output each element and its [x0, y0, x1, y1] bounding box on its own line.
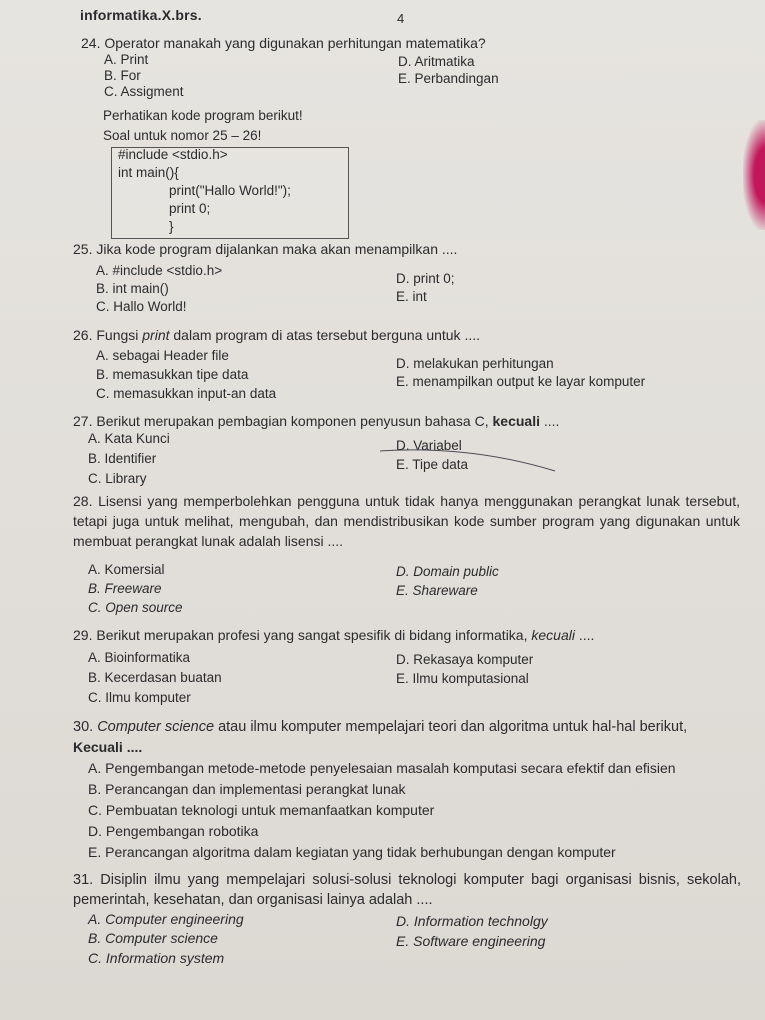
q26-lead: 26. Fungsi — [73, 327, 143, 343]
q29-option-e: E. Ilmu komputasional — [396, 671, 529, 686]
q26-option-d: D. melakukan perhitungan — [396, 356, 554, 371]
q29-keyword: kecuali — [531, 627, 575, 643]
q30-lead: 30. — [73, 719, 98, 735]
question-31: 31. Disiplin ilmu yang mempelajari solusi-solusi teknologi komputer bagi organisasi bisnis, sekolah, pemerintah, kesehatan, dan organisasi lainya adalah .... — [73, 872, 741, 908]
code-line-1: #include <stdio.h> — [118, 147, 228, 162]
document-header: informatika.X.brs. — [80, 7, 202, 23]
q29-option-b: B. Kecerdasan buatan — [88, 670, 222, 685]
q31-option-e: E. Software engineering — [396, 933, 546, 949]
q25-option-b: B. int main() — [96, 281, 169, 296]
q26-option-b: B. memasukkan tipe data — [96, 367, 249, 382]
q27-option-d: D. Variabel — [396, 438, 462, 453]
q25-option-e: E. int — [396, 289, 427, 304]
code-question-range: Soal untuk nomor 25 – 26! — [103, 128, 262, 143]
q29-tail: .... — [574, 627, 595, 643]
q28-option-d: D. Domain public — [396, 564, 499, 579]
page-edge-decoration — [743, 120, 765, 230]
q27-keyword: kecuali — [492, 413, 540, 429]
pen-mark — [380, 447, 580, 477]
q30-kecuali: Kecuali .... — [73, 739, 143, 755]
q24-option-a: A. Print — [104, 52, 149, 67]
q29-option-d: D. Rekasaya komputer — [396, 652, 534, 667]
q30-option-e: E. Perancangan algoritma dalam kegiatan yang tidak berhubungan dengan komputer — [88, 844, 616, 860]
q26-rest: dalam program di atas tersebut berguna untuk .... — [169, 327, 481, 343]
question-28: 28. Lisensi yang memperbolehkan pengguna untuk tidak hanya menggunakan perangkat lunak tersebut, tetapi juga untuk melihat, mengubah, dan mendistribusikan kode sumber program yang digunakan untuk membuat perangkat lunak adalah lisensi .... — [73, 493, 740, 549]
q25-option-a: A. #include <stdio.h> — [96, 263, 223, 278]
q26-option-c: C. memasukkan input-an data — [96, 386, 277, 401]
code-line-5: } — [169, 219, 174, 234]
question-24: 24. Operator manakah yang digunakan perhitungan matematika? — [81, 35, 486, 51]
q24-option-e: E. Perbandingan — [398, 71, 499, 86]
q31-option-d: D. Information technolgy — [396, 913, 548, 929]
page-number: 4 — [397, 11, 405, 26]
question-25: 25. Jika kode program dijalankan maka akan menampilkan .... — [73, 241, 458, 257]
q31-option-a: A. Computer engineering — [88, 911, 244, 927]
q29-lead: 29. Berikut merupakan profesi yang sangat spesifik di bidang informatika, — [73, 627, 532, 643]
q24-option-d: D. Aritmatika — [398, 54, 475, 69]
q30-option-a: A. Pengembangan metode-metode penyelesaian masalah komputasi secara efektif dan efisien — [88, 760, 676, 776]
question-27 — [73, 412, 559, 430]
q25-option-d: D. print 0; — [396, 271, 455, 286]
code-line-3: print("Hallo World!"); — [169, 183, 291, 198]
q27-tail: .... — [539, 413, 560, 429]
q26-option-a: A. sebagai Header file — [96, 348, 229, 363]
q30-option-d: D. Pengembangan robotika — [88, 823, 259, 839]
q27-option-b: B. Identifier — [88, 451, 157, 466]
q27-option-c: C. Library — [88, 471, 147, 486]
q31-option-c: C. Information system — [88, 950, 225, 966]
q27-lead: 27. Berikut merupakan pembagian komponen penyusun bahasa C, — [73, 413, 493, 429]
q26-italic-term: print — [142, 327, 170, 343]
question-26 — [73, 326, 480, 344]
q30-italic-term: Computer science — [97, 719, 215, 735]
question-29 — [73, 626, 594, 644]
q28-option-e: E. Shareware — [396, 583, 478, 598]
q28-option-b: B. Freeware — [88, 581, 162, 596]
question-30 — [73, 718, 741, 736]
q26-option-e: E. menampilkan output ke layar komputer — [396, 374, 646, 389]
q29-option-c: C. Ilmu komputer — [88, 690, 191, 705]
code-line-2: int main(){ — [118, 165, 179, 180]
q31-option-b: B. Computer science — [88, 930, 218, 946]
q24-option-c: C. Assigment — [104, 84, 184, 99]
q28-option-a: A. Komersial — [88, 562, 165, 577]
q27-option-a: A. Kata Kunci — [88, 431, 170, 446]
code-line-4: print 0; — [169, 201, 211, 216]
q25-option-c: C. Hallo World! — [96, 299, 187, 314]
q29-option-a: A. Bioinformatika — [88, 650, 191, 665]
q30-rest: atau ilmu komputer mempelajari teori dan algoritma untuk hal-hal berikut, — [214, 719, 688, 735]
q30-option-b: B. Perancangan dan implementasi perangkat lunak — [88, 781, 406, 797]
q28-option-c: C. Open source — [88, 600, 183, 615]
code-intro: Perhatikan kode program berikut! — [103, 108, 303, 123]
q24-option-b: B. For — [104, 68, 141, 83]
q27-option-e: E. Tipe data — [396, 457, 469, 472]
q30-option-c: C. Pembuatan teknologi untuk memanfaatkan komputer — [88, 802, 435, 818]
